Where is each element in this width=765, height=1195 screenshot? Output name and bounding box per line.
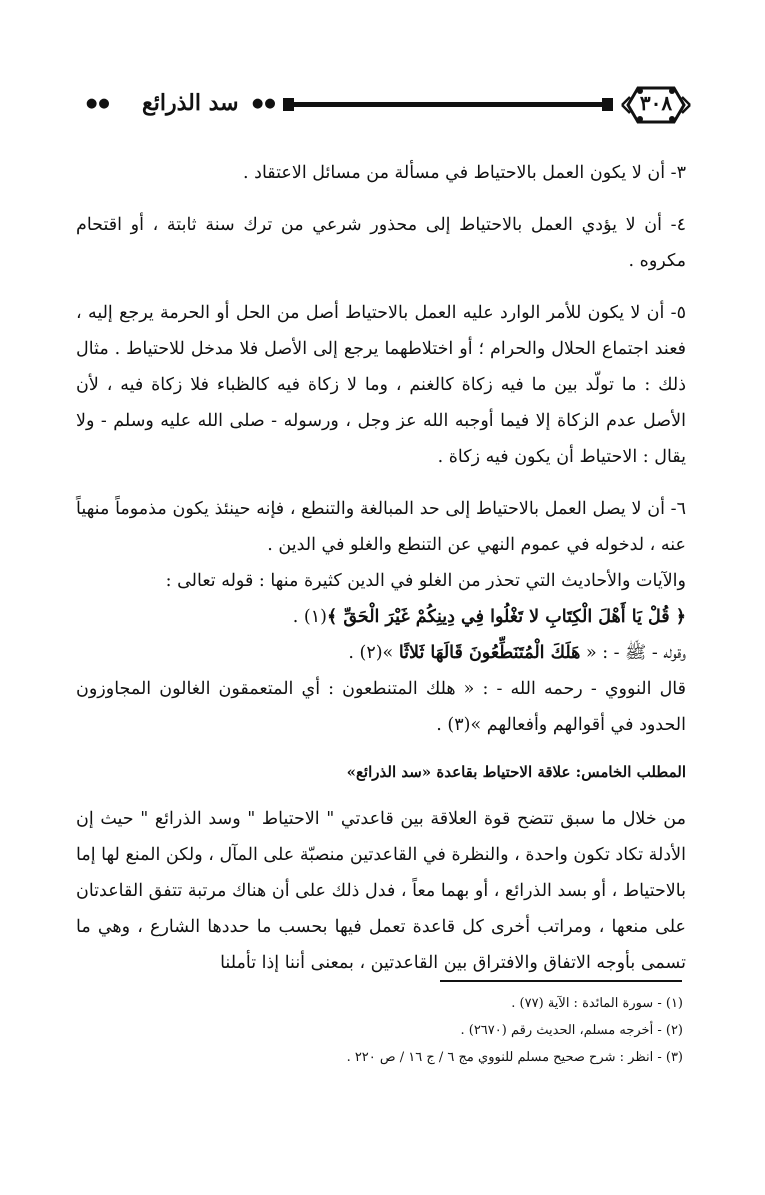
page-number: ٣٠٨ xyxy=(639,91,673,115)
header-dots: ●● xyxy=(86,96,111,111)
hadith-text: هَلَكَ الْمُتَنَطِّعُونَ قَالَهَا ثَلاثًا xyxy=(398,643,581,663)
footnote: (٢) - أخرجه مسلم، الحديث رقم (٢٦٧٠) . xyxy=(460,1023,683,1038)
paragraph: ٤- أن لا يؤدي العمل بالاحتياط إلى محذور شرعي من ترك سنة ثابتة ، أو اقتحام مكروه . xyxy=(76,215,686,271)
page-body xyxy=(76,155,686,981)
running-header xyxy=(82,82,692,128)
quran-verse: ﴿ قُلْ يَا أَهْلَ الْكِتَابِ لا تَغْلُوا فِي دِينِكُمْ غَيْرَ الْحَقِّ ﴾ xyxy=(326,607,686,627)
page-number-badge xyxy=(620,82,692,128)
footnote-ref: »(٢) . xyxy=(348,643,399,663)
paragraph: من خلال ما سبق تتضح قوة العلاقة بين قاعدتي " الاحتياط " وسد الذرائع " حيث إن الأدلة تكاد تكون واحدة ، والنظرة في القاعدتين منصبّة على المآل ، ولكن المنع لها إما بالاحتياط ، أو بسد الذرائع ، أو بهما معاً ، فدل ذلك على أن هناك مرتبة تتفق القاعدتان على منعها ، ومراتب أخرى كل قاعدة تعمل فيها بحسب ما حددها الشارع ، وهي ما تسمى بأوجه الاتفاق والافتراق بين القاعدتين ، بمعنى أننا إذا تأملنا xyxy=(76,809,686,973)
nawawi-quote: قال النووي - رحمه الله - : « هلك المتنطعون : أي المتعمقون الغالون المجاوزون الحدود في أقوالهم وأفعالهم »(٣) . xyxy=(76,679,686,735)
paragraph: والآيات والأحاديث التي تحذر من الغلو في الدين كثيرة منها : قوله تعالى : xyxy=(165,571,686,591)
footnote: (٣) - انظر : شرح صحيح مسلم للنووي مج ٦ / ج ١٦ / ص ٢٢٠ . xyxy=(346,1050,683,1065)
hadith-intro: وقوله - ﷺ - : « xyxy=(580,643,686,663)
quran-quote xyxy=(76,599,686,635)
footnote-ref: (١) . xyxy=(292,607,327,627)
paragraph: ٥- أن لا يكون للأمر الوارد عليه العمل بالاحتياط أصل من الحل أو الحرمة يرجع إليه ، فعند اجتماع الحلال والحرام ؛ أو اختلاطهما يرجع إلى الأصل فلا مدخل للاحتياط . مثال ذلك : ما تولّد بين ما فيه زكاة كالغنم ، وما لا زكاة فيه كالظباء فلا زكاة فيه ، لأن الأصل عدم الزكاة إلا فيما أوجبه الله عز وجل ، ورسوله - صلى الله عليه وسلم - ولا يقال : الاحتياط أن يكون فيه زكاة . xyxy=(76,303,686,467)
footnote: (١) - سورة المائدة : الآية (٧٧) . xyxy=(511,996,683,1011)
section-heading: المطلب الخامس: علاقة الاحتياط بقاعدة «سد الذرائع» xyxy=(346,763,686,781)
header-rule xyxy=(292,102,604,107)
header-dots: ●● xyxy=(252,96,277,111)
header-rule-cap-icon xyxy=(283,98,294,111)
footnotes xyxy=(83,990,683,1071)
paragraph: ٦- أن لا يصل العمل بالاحتياط إلى حد المبالغة والتنطع ، فإنه حينئذ يكون مذموماً منهياً عنه ، لدخوله في عموم النهي عن التنطع والغلو في الدين . xyxy=(76,499,686,555)
book-title: سد الذرائع xyxy=(142,90,239,116)
paragraph: ٣- أن لا يكون العمل بالاحتياط في مسألة من مسائل الاعتقاد . xyxy=(243,163,686,183)
footnote-divider xyxy=(440,980,682,982)
hadith-quote xyxy=(76,635,686,671)
